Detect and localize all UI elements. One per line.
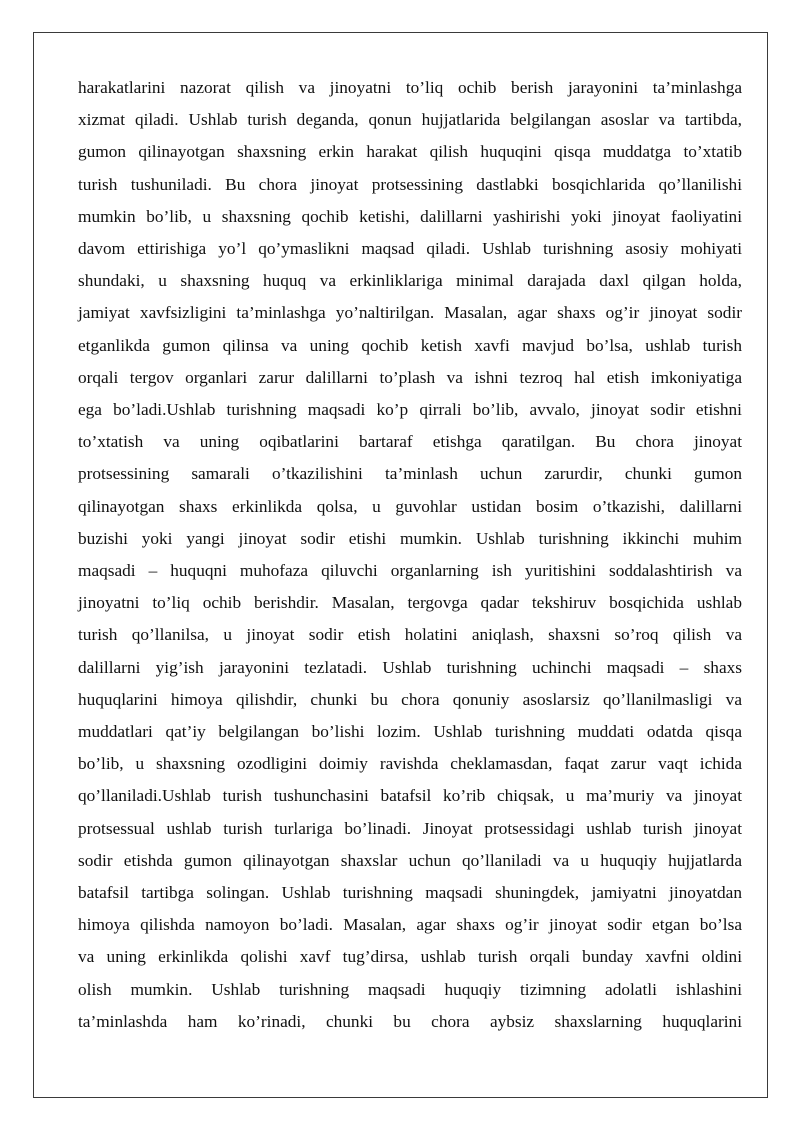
text-line: olish mumkin. Ushlab turishning maqsadi huquqiy tizimning adolatli ishlashini — [78, 979, 742, 999]
text-line: turish qo’llanilsa, u jinoyat sodir etish holatini aniqlash, shaxsni so’roq qilish va — [78, 625, 742, 645]
text-line: buzishi yoki yangi jinoyat sodir etishi mumkin. Ushlab turishning ikkinchi muhim — [78, 528, 742, 548]
text-line: va uning erkinlikda qolishi xavf tug’dirsa, ushlab turish orqali bunday xavfni oldini — [78, 947, 742, 967]
text-line: shundaki, u shaxsning huquq va erkinliklariga minimal darajada daxl qilgan holda, — [78, 271, 742, 291]
text-line: qo’llaniladi.Ushlab turish tushunchasini batafsil ko’rib chiqsak, u ma’muriy va jinoyat — [78, 786, 742, 806]
text-line: gumon qilinayotgan shaxsning erkin harakat qilish huquqini qisqa muddatga to’xtatib — [78, 142, 742, 162]
document-body — [78, 72, 742, 1038]
text-line: himoya qilishda namoyon bo’ladi. Masalan, agar shaxs og’ir jinoyat sodir etgan bo’lsa — [78, 915, 742, 935]
text-line: davom ettirishiga yo’l qo’ymaslikni maqsad qiladi. Ushlab turishning asosiy mohiyati — [78, 239, 742, 259]
text-line: maqsadi – huquqni muhofaza qiluvchi organlarning ish yuritishini soddalashtirish va — [78, 561, 742, 581]
text-line: bo’lib, u shaxsning ozodligini doimiy ravishda cheklamasdan, faqat zarur vaqt ichida — [78, 754, 742, 774]
text-line: harakatlarini nazorat qilish va jinoyatni to’liq ochib berish jarayonini ta’minlashga — [78, 78, 742, 97]
text-line: to’xtatish va uning oqibatlarini bartaraf etishga qaratilgan. Bu chora jinoyat — [78, 432, 742, 452]
text-line: mumkin bo’lib, u shaxsning qochib ketishi, dalillarni yashirishi yoki jinoyat faoliyatini — [78, 206, 742, 226]
text-line: jamiyat xavfsizligini ta’minlashga yo’naltirilgan. Masalan, agar shaxs og’ir jinoyat sodir — [78, 303, 742, 323]
text-line: xizmat qiladi. Ushlab turish deganda, qonun hujjatlarida belgilangan asoslar va tartibda, — [78, 110, 742, 130]
text-line: qilinayotgan shaxs erkinlikda qolsa, u guvohlar ustidan bosim o’tkazishi, dalillarni — [78, 496, 742, 516]
text-line: orqali tergov organlari zarur dalillarni to’plash va ishni tezroq hal etish imkoniyatiga — [78, 367, 742, 387]
text-line: ta’minlashda ham ko’rinadi, chunki bu chora aybsiz shaxslarning huquqlarini — [78, 1011, 742, 1031]
text-line: etganlikda gumon qilinsa va uning qochib ketish xavfi mavjud bo’lsa, ushlab turish — [78, 335, 742, 355]
text-line: sodir etishda gumon qilinayotgan shaxslar uchun qo’llaniladi va u huquqiy hujjatlarda — [78, 850, 742, 870]
text-line: huquqlarini himoya qilishdir, chunki bu chora qonuniy asoslarsiz qo’llanilmasligi va — [78, 689, 742, 709]
text-line: muddatlari qat’iy belgilangan bo’lishi lozim. Ushlab turishning muddati odatda qisqa — [78, 722, 742, 742]
text-line: dalillarni yig’ish jarayonini tezlatadi. Ushlab turishning uchinchi maqsadi – shaxs — [78, 657, 742, 677]
text-line: protsessining samarali o’tkazilishini ta’minlash uchun zarurdir, chunki gumon — [78, 464, 742, 484]
text-line: turish tushuniladi. Bu chora jinoyat protsessining dastlabki bosqichlarida qo’llanilishi — [78, 174, 742, 194]
text-line: jinoyatni to’liq ochib berishdir. Masalan, tergovga qadar tekshiruv bosqichida ushlab — [78, 593, 742, 613]
text-line: protsessual ushlab turish turlariga bo’linadi. Jinoyat protsessidagi ushlab turish jinoyat — [78, 818, 742, 838]
text-line: batafsil tartibga solingan. Ushlab turishning maqsadi shuningdek, jamiyatni jinoyatdan — [78, 883, 742, 903]
text-line: ega bo’ladi.Ushlab turishning maqsadi ko’p qirrali bo’lib, avvalo, jinoyat sodir etishni — [78, 400, 742, 420]
